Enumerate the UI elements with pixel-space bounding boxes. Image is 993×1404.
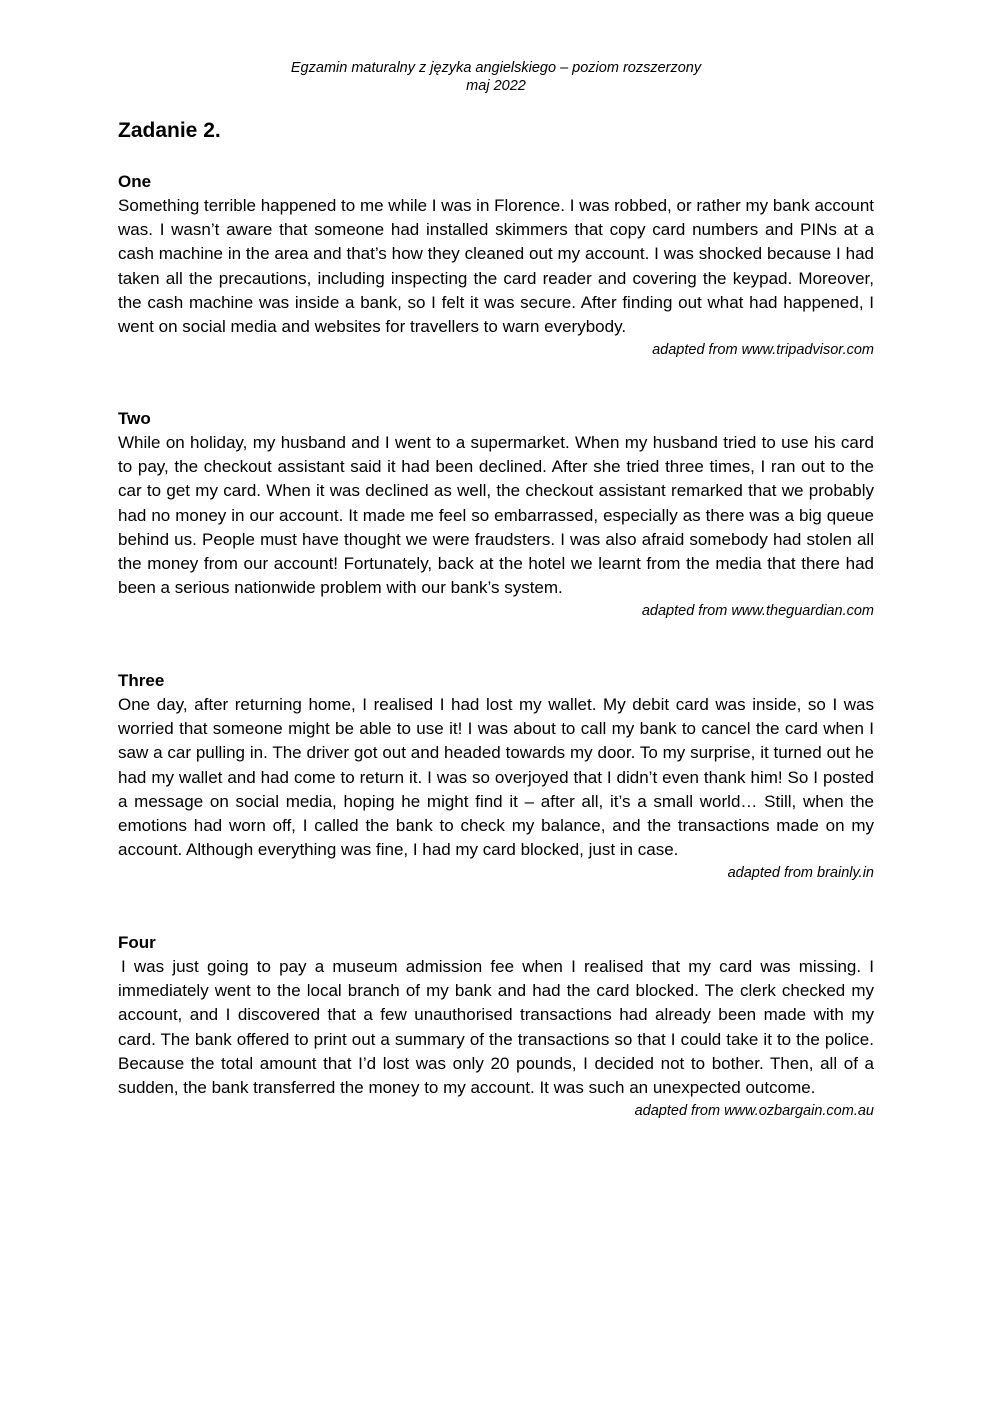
section-body: Something terrible happened to me while I was in Florence. I was robbed, or rather my bank account was. I wasn’t aware that someone had installed skimmers that copy card numbers and PINs at a cash machine in the area and that’s how they cleaned out my account. I was shocked because I had taken all the precautions, including inspecting the card reader and covering the keypad. Moreover, the cash machine was inside a bank, so I felt it was secure. After finding out what had happened, I went on social media and websites for travellers to warn everybody. — [118, 196, 874, 337]
text-section-three — [118, 669, 874, 883]
section-heading: Three — [118, 671, 165, 690]
text-section-two — [118, 407, 874, 621]
page-header — [118, 59, 874, 95]
section-heading: One — [118, 172, 152, 191]
task-title: Zadanie 2. — [118, 119, 221, 142]
header-exam-title: Egzamin maturalny z języka angielskiego – poziom rozszerzony — [290, 60, 702, 76]
section-source: adapted from www.ozbargain.com.au — [634, 1103, 874, 1120]
section-heading: Four — [118, 933, 156, 952]
section-heading: Two — [118, 409, 151, 428]
section-body: While on holiday, my husband and I went to a supermarket. When my husband tried to use his card to pay, the checkout assistant said it had been declined. After she tried three times, I ran out to the car to get my card. When it was declined as well, the checkout assistant remarked that we probably had no money in our account. It made me feel so embarrassed, especially as there was a big queue behind us. People must have thought we were fraudsters. I was also afraid somebody had stolen all the money from our account! Fortunately, back at the hotel we learnt from the media that there had been a serious nationwide problem with our bank’s system. — [118, 433, 874, 598]
header-exam-date: maj 2022 — [466, 78, 526, 94]
section-body: One day, after returning home, I realised I had lost my wallet. My debit card was inside, so I was worried that someone might be able to use it! I was about to call my bank to cancel the card when I saw a car pulling in. The driver got out and headed towards my door. To my surprise, it turned out he had my wallet and had come to return it. I was so overjoyed that I didn’t even thank him! So I posted a message on social media, hoping he might find it – after all, it’s a small world… Still, when the emotions had worn off, I called the bank to check my balance, and the transactions made on my account. Although everything was fine, I had my card blocked, just in case. — [118, 695, 874, 860]
text-section-one — [118, 170, 874, 360]
text-section-four — [118, 931, 874, 1121]
section-source: adapted from brainly.in — [727, 865, 874, 882]
section-source: adapted from www.theguardian.com — [641, 603, 874, 620]
section-source: adapted from www.tripadvisor.com — [652, 342, 874, 359]
section-body: I was just going to pay a museum admission fee when I realised that my card was missing. I immediately went to the local branch of my bank and had the card blocked. The clerk checked my account, and I discovered that a few unauthorised transactions had already been made with my card. The bank offered to print out a summary of the transactions so that I could take it to the police. Because the total amount that I’d lost was only 20 pounds, I decided not to bother. Then, all of a sudden, the bank transferred the money to my account. It was such an unexpected outcome. — [118, 957, 874, 1098]
